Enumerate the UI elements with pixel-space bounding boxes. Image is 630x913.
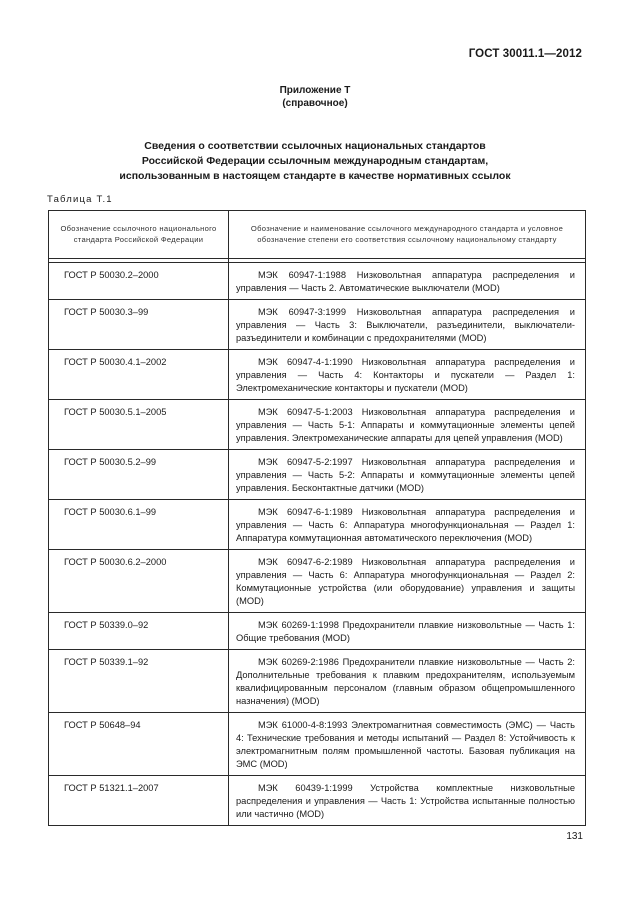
section-title-line-2: Российской Федерации ссылочным международным стандартам, — [141, 155, 489, 167]
national-standard-code: ГОСТ Р 50339.0–92 — [49, 613, 229, 650]
international-standard-description: МЭК 60947-5-2:1997 Низковольтная аппаратура распределения и управления — Часть 5-2: Аппараты и коммутационные элементы цепей управления. Бесконтактные датчики (MOD) — [229, 450, 586, 500]
international-standard-description: МЭК 60269-1:1998 Предохранители плавкие низковольтные — Часть 1: Общие требования (MOD) — [229, 613, 586, 650]
section-title-line-1: Сведения о соответствии ссылочных национальных стандартов — [144, 140, 486, 152]
national-standard-code: ГОСТ Р 50030.5.2–99 — [49, 450, 229, 500]
table-row — [49, 263, 586, 300]
col-header-international-standard: Обозначение и наименование ссылочного международного стандарта и условное обозначение степени его соответствия ссылочному национальному стандарту — [229, 211, 586, 259]
international-standard-description: МЭК 60947-6-2:1989 Низковольтная аппаратура распределения и управления — Часть 6: Аппаратура многофункциональная — Раздел 2: Коммутационные устройства (или оборудование) управления и защиты (MOD) — [229, 550, 586, 613]
table-row — [49, 550, 586, 613]
national-standard-code: ГОСТ Р 50030.4.1–2002 — [49, 350, 229, 400]
table-label: Таблица Т.1 — [47, 194, 113, 205]
annex-heading — [0, 84, 630, 110]
document-code: ГОСТ 30011.1—2012 — [468, 48, 582, 60]
section-title — [0, 139, 630, 184]
national-standard-code: ГОСТ Р 50030.6.1–99 — [49, 500, 229, 550]
international-standard-description: МЭК 60947-3:1999 Низковольтная аппаратура распределения и управления — Часть 3: Выключатели, разъединители, выключатели-разъединители и комбинации с предохранителями (MOD) — [229, 300, 586, 350]
international-standard-description: МЭК 60269-2:1986 Предохранители плавкие низковольтные — Часть 2: Дополнительные требования к плавким предохранителям, используемым квалифицированным персоналом (главным образом общепромышленного назначения) (MOD) — [229, 650, 586, 713]
table-row — [49, 613, 586, 650]
annex-subtitle: (справочное) — [282, 98, 348, 109]
international-standard-description: МЭК 61000-4-8:1993 Электромагнитная совместимость (ЭМС) — Часть 4: Технические требования и методы испытаний — Раздел 8: Устойчивость к электромагнитным полям промышленной частоты. Базовая публикация на ЭМС (MOD) — [229, 713, 586, 776]
table-row — [49, 713, 586, 776]
international-standard-description: МЭК 60947-6-1:1989 Низковольтная аппаратура распределения и управления — Часть 6: Аппаратура многофункциональная — Раздел 1: Аппаратура коммутационная автоматического переключения (MOD) — [229, 500, 586, 550]
national-standard-code: ГОСТ Р 50030.5.1–2005 — [49, 400, 229, 450]
national-standard-code: ГОСТ Р 50339.1–92 — [49, 650, 229, 713]
section-title-line-3: использованным в настоящем стандарте в качестве нормативных ссылок — [119, 170, 511, 182]
table-row — [49, 350, 586, 400]
table-row — [49, 450, 586, 500]
table-row — [49, 300, 586, 350]
table-row — [49, 650, 586, 713]
international-standard-description: МЭК 60439-1:1999 Устройства комплектные низковольтные распределения и управления — Часть 1: Устройства испытанные полностью или частично (MOD) — [229, 776, 586, 826]
international-standard-description: МЭК 60947-1:1988 Низковольтная аппаратура распределения и управления — Часть 2. Автоматические выключатели (MOD) — [229, 263, 586, 300]
table-row — [49, 400, 586, 450]
table-row — [49, 776, 586, 826]
col-header-national-standard: Обозначение ссылочного национального стандарта Российской Федерации — [49, 211, 229, 259]
national-standard-code: ГОСТ Р 50030.3–99 — [49, 300, 229, 350]
table-row — [49, 500, 586, 550]
annex-title: Приложение Т — [279, 85, 351, 96]
table-header-row — [49, 211, 586, 259]
international-standard-description: МЭК 60947-5-1:2003 Низковольтная аппаратура распределения и управления — Часть 5-1: Аппараты и коммутационные элементы цепей управления. Электромеханические аппараты для цепей управления (MOD) — [229, 400, 586, 450]
international-standard-description: МЭК 60947-4-1:1990 Низковольтная аппаратура распределения и управления — Часть 4: Контакторы и пускатели — Раздел 1: Электромеханические контакторы и пускатели (MOD) — [229, 350, 586, 400]
national-standard-code: ГОСТ Р 50030.2–2000 — [49, 263, 229, 300]
standards-table — [48, 210, 586, 826]
national-standard-code: ГОСТ Р 50648–94 — [49, 713, 229, 776]
national-standard-code: ГОСТ Р 50030.6.2–2000 — [49, 550, 229, 613]
page-number: 131 — [566, 831, 583, 842]
national-standard-code: ГОСТ Р 51321.1–2007 — [49, 776, 229, 826]
